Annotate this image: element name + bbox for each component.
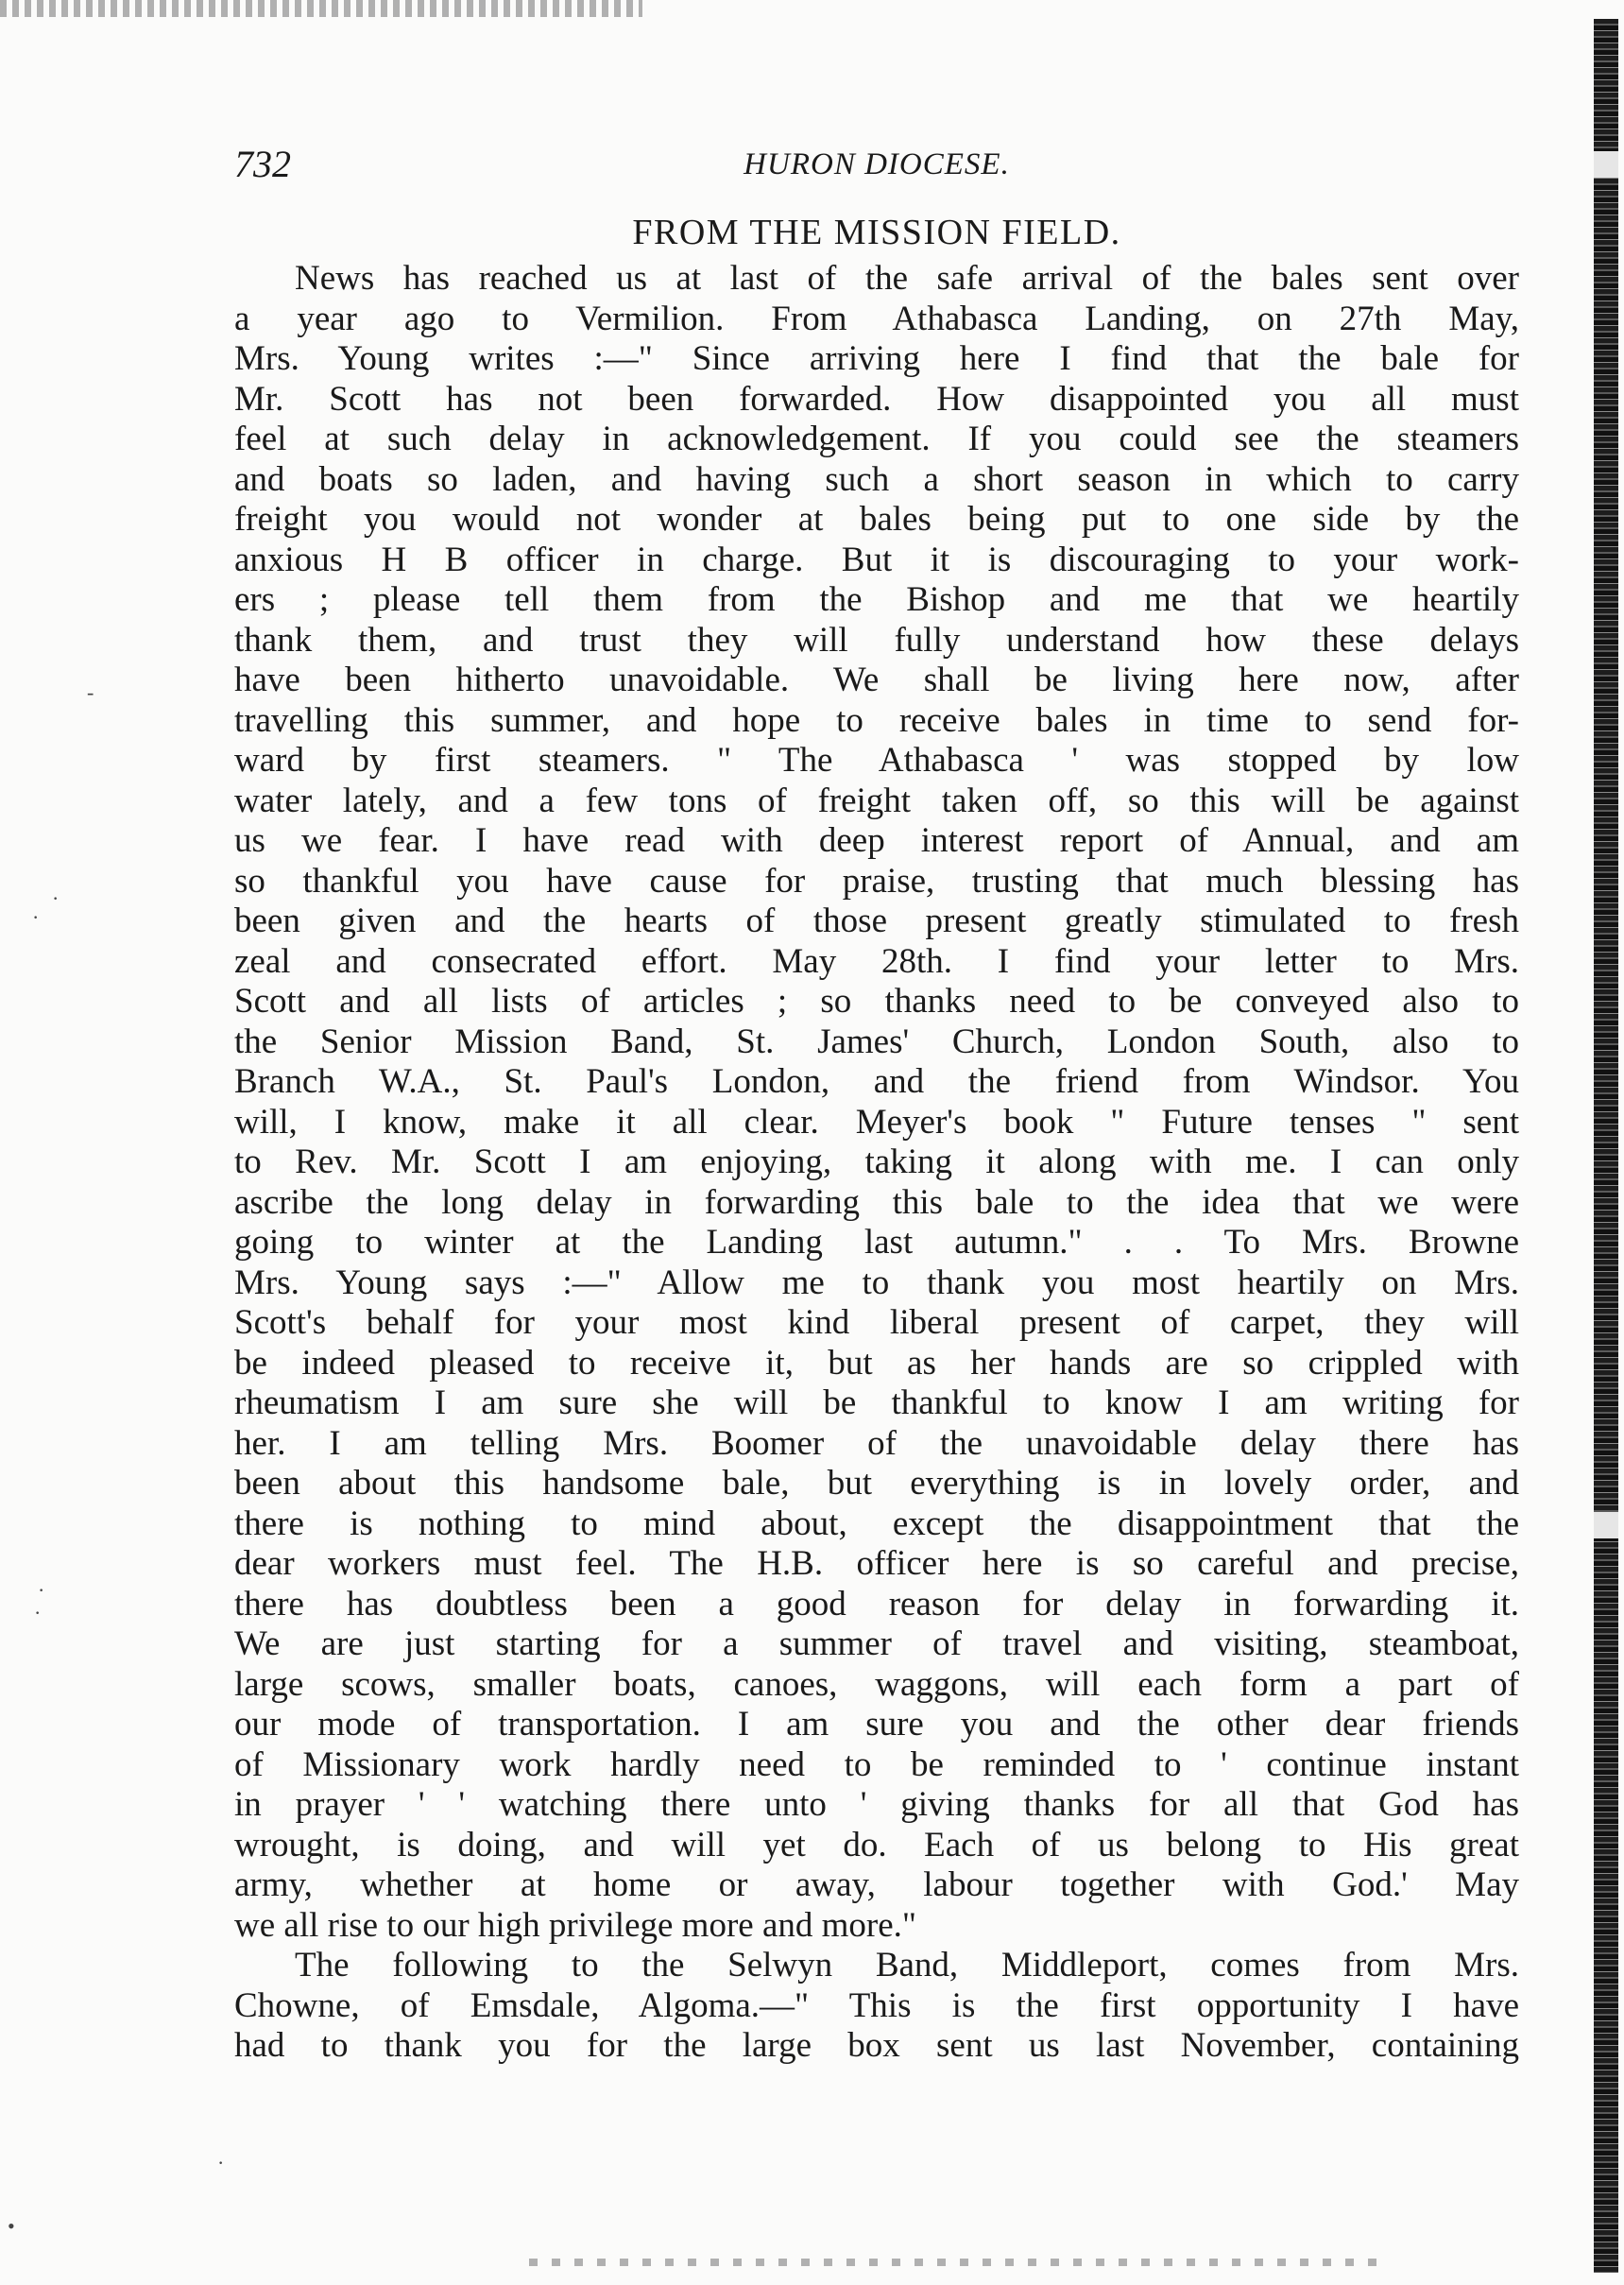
text-line: travelling this summer, and hope to receive bales in time to send for- <box>234 700 1519 740</box>
text-line: and boats so laden, and having such a short season in which to carry <box>234 459 1519 499</box>
text-line: us we fear. I have read with deep interest report of Annual, and am <box>234 821 1519 860</box>
text-line: Chowne, of Emsdale, Algoma.—" This is the first opportunity I have <box>234 1985 1519 2025</box>
scan-artifact-bottom <box>529 2259 1379 2266</box>
book-spine-edge <box>1594 19 1618 2273</box>
text-line: wrought, is doing, and will yet do. Each of us belong to His great <box>234 1825 1519 1864</box>
margin-speck: - <box>87 680 94 704</box>
text-line: will, I know, make it all clear. Meyer's book " Future tenses " sent <box>234 1102 1519 1142</box>
text-line: to Rev. Mr. Scott I am enjoying, taking it along with me. I can only <box>234 1142 1519 1181</box>
text-line: The following to the Selwyn Band, Middleport, comes from Mrs. <box>295 1946 1519 1984</box>
text-line: Scott and all lists of articles ; so thanks need to be conveyed also to <box>234 982 1519 1021</box>
margin-speck: · <box>34 1601 42 1624</box>
text-line: had to thank you for the large box sent us last November, containing <box>234 2026 1519 2065</box>
text-line: ascribe the long delay in forwarding this bale to the idea that we were <box>234 1182 1519 1222</box>
margin-speck: · <box>52 886 60 910</box>
margin-speck: · <box>38 1578 45 1602</box>
text-line: rheumatism I am sure she will be thankful to know I am writing for <box>234 1383 1519 1422</box>
text-line: Mrs. Young says :—" Allow me to thank you most heartily on Mrs. <box>234 1263 1519 1302</box>
text-line: in prayer ' ' watching there unto ' giving thanks for all that God has <box>234 1785 1519 1824</box>
article-body <box>234 259 1519 2067</box>
text-line: large scows, smaller boats, canoes, waggons, will each form a part of <box>234 1664 1519 1704</box>
spine-highlight <box>1594 151 1618 178</box>
text-line: zeal and consecrated effort. May 28th. I find your letter to Mrs. <box>234 941 1519 981</box>
text-line: her. I am telling Mrs. Boomer of the unavoidable delay there has <box>234 1423 1519 1463</box>
text-line: we all rise to our high privilege more and more." <box>234 1905 917 1945</box>
text-line: been about this handsome bale, but everything is in lovely order, and <box>234 1464 1519 1503</box>
text-line: so thankful you have cause for praise, trusting that much blessing has <box>234 861 1519 901</box>
text-line: army, whether at home or away, labour together with God.' May <box>234 1865 1519 1904</box>
text-line: there has doubtless been a good reason for delay in forwarding it. <box>234 1584 1519 1624</box>
text-line: We are just starting for a summer of travel and visiting, steamboat, <box>234 1624 1519 1663</box>
text-line: Scott's behalf for your most kind liberal present of carpet, they will <box>234 1303 1519 1342</box>
page-header <box>234 142 1519 189</box>
text-line: been given and the hearts of those present greatly stimulated to fresh <box>234 902 1519 940</box>
scan-artifact-top <box>0 0 642 17</box>
text-line: have been hitherto unavoidable. We shall be living here now, after <box>234 661 1519 699</box>
text-line: the Senior Mission Band, St. James' Church, London South, also to <box>234 1022 1519 1061</box>
margin-speck: • <box>8 2214 15 2238</box>
text-line: Mr. Scott has not been forwarded. How disappointed you all must <box>234 379 1519 419</box>
text-line: be indeed pleased to receive it, but as her hands are so crippled with <box>234 1343 1519 1383</box>
text-line: freight you would not wonder at bales being put to one side by the <box>234 500 1519 539</box>
text-line: feel at such delay in acknowledgement. If you could see the steamers <box>234 420 1519 458</box>
text-line: anxious H B officer in charge. But it is discouraging to your work- <box>234 540 1519 579</box>
text-line: Mrs. Young writes :—" Since arriving here I find that the bale for <box>234 339 1519 378</box>
text-line: ers ; please tell them from the Bishop and me that we heartily <box>234 580 1519 619</box>
text-line: Branch W.A., St. Paul's London, and the friend from Windsor. You <box>234 1062 1519 1101</box>
text-line: ward by first steamers. " The Athabasca ' was stopped by low <box>234 741 1519 780</box>
text-line: a year ago to Vermilion. From Athabasca Landing, on 27th May, <box>234 299 1519 338</box>
margin-speck: · <box>217 2151 225 2174</box>
text-line: dear workers must feel. The H.B. officer here is so careful and precise, <box>234 1544 1519 1583</box>
text-line: going to winter at the Landing last autumn." . . To Mrs. Browne <box>234 1223 1519 1262</box>
text-line: our mode of transportation. I am sure you and the other dear friends <box>234 1705 1519 1744</box>
spine-highlight <box>1594 1512 1618 1538</box>
text-line: News has reached us at last of the safe arrival of the bales sent over <box>295 259 1519 298</box>
text-line: of Missionary work hardly need to be reminded to ' continue instant <box>234 1744 1519 1784</box>
text-line: there is nothing to mind about, except the disappointment that the <box>234 1503 1519 1543</box>
page-number: 732 <box>234 143 291 185</box>
section-title: FROM THE MISSION FIELD. <box>632 213 1121 252</box>
text-line: thank them, and trust they will fully understand how these delays <box>234 620 1519 660</box>
text-line: water lately, and a few tons of freight taken off, so this will be against <box>234 781 1519 820</box>
margin-speck: · <box>32 905 40 929</box>
running-head: HURON DIOCESE. <box>744 147 1010 181</box>
